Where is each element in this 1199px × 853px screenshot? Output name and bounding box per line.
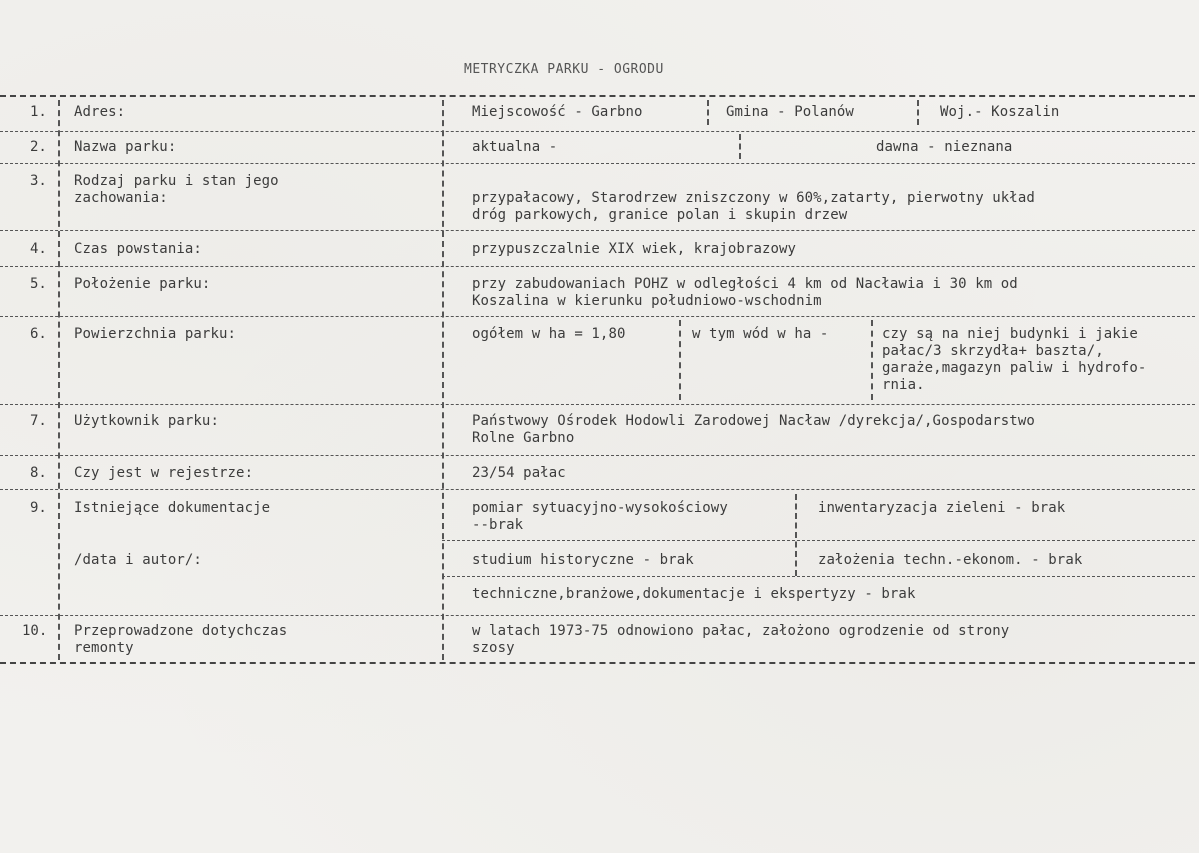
row-label: Rodzaj parku i stan jego xyxy=(74,173,279,189)
row-value: aktualna - xyxy=(472,139,558,155)
doc-entry: techniczne,branżowe,dokumentacje i ekspertyzy - brak xyxy=(472,586,916,602)
row-label: Czas powstania: xyxy=(74,241,202,257)
label-column-separator xyxy=(442,100,444,660)
row-value: Gmina - Polanów xyxy=(726,104,854,120)
row-value: 23/54 pałac xyxy=(472,465,566,481)
row-value: rnia. xyxy=(882,377,925,393)
cell-separator xyxy=(795,494,797,576)
row-value: szosy xyxy=(472,640,515,656)
row-value: dawna - nieznana xyxy=(876,139,1013,155)
doc-entry: założenia techn.-ekonom. - brak xyxy=(818,552,1083,568)
cell-separator xyxy=(707,100,709,125)
row-divider xyxy=(0,404,1195,405)
row-divider xyxy=(0,615,1195,616)
row-number: 10. xyxy=(22,623,48,639)
row-divider xyxy=(0,316,1195,317)
cell-separator xyxy=(679,320,681,400)
row-label: Adres: xyxy=(74,104,126,120)
row-number: 6. xyxy=(30,326,47,342)
row-label: Przeprowadzone dotychczas xyxy=(74,623,288,639)
row-number: 9. xyxy=(30,500,47,516)
row-value: Woj.- Koszalin xyxy=(940,104,1060,120)
row-label: Czy jest w rejestrze: xyxy=(74,465,254,481)
row-value: Koszalina w kierunku południowo-wschodnim xyxy=(472,293,822,309)
row-value: w tym wód w ha - xyxy=(692,326,829,342)
row-value: przy zabudowaniach POHZ w odległości 4 km od Nacławia i 30 km od xyxy=(472,276,1018,292)
row-divider xyxy=(0,266,1195,267)
cell-separator xyxy=(739,134,741,159)
doc-entry: inwentaryzacja zieleni - brak xyxy=(818,500,1066,516)
row-number: 1. xyxy=(30,104,47,120)
row-number: 2. xyxy=(30,139,47,155)
row-value: ogółem w ha = 1,80 xyxy=(472,326,626,342)
row-label: Istniejące dokumentacje xyxy=(74,500,271,516)
row-label: Położenie parku: xyxy=(74,276,211,292)
row-label: Użytkownik parku: xyxy=(74,413,219,429)
row-value: przypuszczalnie XIX wiek, krajobrazowy xyxy=(472,241,797,257)
row-value: dróg parkowych, granice polan i skupin drzew xyxy=(472,207,848,223)
row-value: Rolne Garbno xyxy=(472,430,575,446)
row-divider xyxy=(0,131,1195,132)
docs-sub-rule xyxy=(442,576,1195,577)
row-value: Miejscowość - Garbno xyxy=(472,104,643,120)
row-value: pałac/3 skrzydła+ baszta/, xyxy=(882,343,1104,359)
row-value: w latach 1973-75 odnowiono pałac, założono ogrodzenie od strony xyxy=(472,623,1010,639)
row-number: 3. xyxy=(30,173,47,189)
table-top-rule xyxy=(0,95,1195,97)
row-number: 5. xyxy=(30,276,47,292)
row-divider xyxy=(0,230,1195,231)
doc-entry: studium historyczne - brak xyxy=(472,552,694,568)
row-label: /data i autor/: xyxy=(74,552,202,568)
row-label: zachowania: xyxy=(74,190,168,206)
doc-entry: --brak xyxy=(472,517,524,533)
row-number: 8. xyxy=(30,465,47,481)
row-value: czy są na niej budynki i jakie xyxy=(882,326,1138,342)
row-value: garaże,magazyn paliw i hydrofo- xyxy=(882,360,1147,376)
row-number: 7. xyxy=(30,413,47,429)
row-value: przypałacowy, Starodrzew zniszczony w 60%,zatarty, pierwotny układ xyxy=(472,190,1035,206)
doc-entry: pomiar sytuacyjno-wysokościowy xyxy=(472,500,728,516)
row-label: Powierzchnia parku: xyxy=(74,326,237,342)
cell-separator xyxy=(871,320,873,400)
row-label: remonty xyxy=(74,640,134,656)
row-divider xyxy=(0,455,1195,456)
row-number: 4. xyxy=(30,241,47,257)
row-value: Państwowy Ośrodek Hodowli Zarodowej Nacław /dyrekcja/,Gospodarstwo xyxy=(472,413,1035,429)
row-label: Nazwa parku: xyxy=(74,139,177,155)
row-divider xyxy=(0,489,1195,490)
cell-separator xyxy=(917,100,919,125)
number-column-separator xyxy=(58,100,60,660)
table-bottom-rule xyxy=(0,662,1195,664)
row-divider xyxy=(0,163,1195,164)
docs-sub-rule xyxy=(442,540,1195,541)
document-title: METRYCZKA PARKU - OGRODU xyxy=(464,62,664,77)
